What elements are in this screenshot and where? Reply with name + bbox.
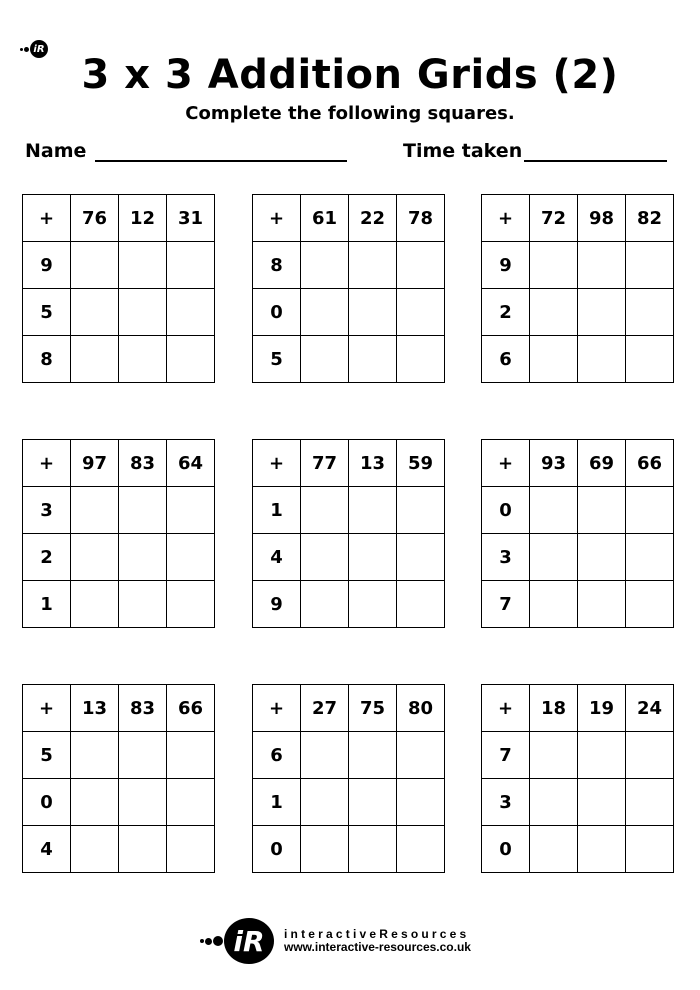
- answer-cell[interactable]: [397, 732, 445, 779]
- row-header: 0: [23, 779, 71, 826]
- column-header: 66: [626, 440, 674, 487]
- instructions: Complete the following squares.: [185, 103, 515, 124]
- answer-cell[interactable]: [626, 779, 674, 826]
- answer-cell[interactable]: [301, 779, 349, 826]
- column-header: 18: [530, 685, 578, 732]
- answer-cell[interactable]: [349, 336, 397, 383]
- column-header: 82: [626, 195, 674, 242]
- answer-cell[interactable]: [167, 534, 215, 581]
- operator-cell: +: [253, 685, 301, 732]
- answer-cell[interactable]: [530, 779, 578, 826]
- name-field[interactable]: [95, 160, 347, 162]
- column-header: 77: [301, 440, 349, 487]
- answer-cell[interactable]: [301, 534, 349, 581]
- answer-cell[interactable]: [71, 826, 119, 873]
- ir-logo-icon: iR: [30, 40, 48, 58]
- time-taken-field[interactable]: [524, 160, 667, 162]
- name-label: Name: [25, 140, 87, 162]
- column-header: 22: [349, 195, 397, 242]
- answer-cell[interactable]: [119, 487, 167, 534]
- row-header: 2: [482, 289, 530, 336]
- column-header: 78: [397, 195, 445, 242]
- row-header: 3: [482, 779, 530, 826]
- column-header: 59: [397, 440, 445, 487]
- answer-cell[interactable]: [167, 242, 215, 289]
- answer-cell[interactable]: [119, 242, 167, 289]
- answer-cell[interactable]: [530, 534, 578, 581]
- answer-cell[interactable]: [397, 487, 445, 534]
- row-header: 2: [23, 534, 71, 581]
- answer-cell[interactable]: [530, 336, 578, 383]
- operator-cell: +: [482, 685, 530, 732]
- row-header: 5: [23, 289, 71, 336]
- column-header: 24: [626, 685, 674, 732]
- answer-cell[interactable]: [578, 242, 626, 289]
- answer-cell[interactable]: [349, 826, 397, 873]
- row-header: 5: [23, 732, 71, 779]
- answer-cell[interactable]: [349, 289, 397, 336]
- addition-grid: [252, 439, 445, 628]
- column-header: 31: [167, 195, 215, 242]
- column-header: 97: [71, 440, 119, 487]
- answer-cell[interactable]: [301, 242, 349, 289]
- column-header: 13: [71, 685, 119, 732]
- row-header: 9: [23, 242, 71, 289]
- addition-grid: [481, 684, 674, 873]
- answer-cell[interactable]: [301, 581, 349, 628]
- row-header: 7: [482, 732, 530, 779]
- answer-cell[interactable]: [71, 242, 119, 289]
- operator-cell: +: [23, 685, 71, 732]
- answer-cell[interactable]: [167, 336, 215, 383]
- footer-url: www.interactive-resources.co.uk: [284, 940, 471, 954]
- answer-cell[interactable]: [626, 826, 674, 873]
- answer-cell[interactable]: [71, 779, 119, 826]
- ir-logo-icon: iR: [224, 918, 274, 964]
- answer-cell[interactable]: [119, 534, 167, 581]
- answer-cell[interactable]: [349, 779, 397, 826]
- answer-cell[interactable]: [301, 732, 349, 779]
- page-title: 3 x 3 Addition Grids (2): [81, 52, 619, 98]
- column-header: 13: [349, 440, 397, 487]
- answer-cell[interactable]: [578, 534, 626, 581]
- answer-cell[interactable]: [397, 826, 445, 873]
- operator-cell: +: [23, 440, 71, 487]
- answer-cell[interactable]: [71, 487, 119, 534]
- row-header: 7: [482, 581, 530, 628]
- addition-grid: [252, 684, 445, 873]
- row-header: 1: [253, 779, 301, 826]
- answer-cell[interactable]: [626, 732, 674, 779]
- answer-cell[interactable]: [301, 336, 349, 383]
- column-header: 64: [167, 440, 215, 487]
- addition-grid: [252, 194, 445, 383]
- addition-grid: [22, 439, 215, 628]
- operator-cell: +: [482, 195, 530, 242]
- answer-cell[interactable]: [71, 732, 119, 779]
- answer-cell[interactable]: [167, 826, 215, 873]
- answer-cell[interactable]: [626, 242, 674, 289]
- row-header: 4: [23, 826, 71, 873]
- answer-cell[interactable]: [626, 289, 674, 336]
- answer-cell[interactable]: [530, 826, 578, 873]
- column-header: 61: [301, 195, 349, 242]
- column-header: 93: [530, 440, 578, 487]
- answer-cell[interactable]: [119, 581, 167, 628]
- answer-cell[interactable]: [119, 826, 167, 873]
- column-header: 19: [578, 685, 626, 732]
- answer-cell[interactable]: [349, 242, 397, 289]
- answer-cell[interactable]: [301, 826, 349, 873]
- answer-cell[interactable]: [397, 336, 445, 383]
- column-header: 12: [119, 195, 167, 242]
- answer-cell[interactable]: [626, 336, 674, 383]
- answer-cell[interactable]: [397, 581, 445, 628]
- column-header: 72: [530, 195, 578, 242]
- row-header: 6: [253, 732, 301, 779]
- addition-grid: [481, 439, 674, 628]
- answer-cell[interactable]: [167, 779, 215, 826]
- answer-cell[interactable]: [167, 732, 215, 779]
- column-header: 76: [71, 195, 119, 242]
- answer-cell[interactable]: [397, 242, 445, 289]
- answer-cell[interactable]: [119, 336, 167, 383]
- row-header: 3: [482, 534, 530, 581]
- answer-cell[interactable]: [301, 289, 349, 336]
- column-header: 80: [397, 685, 445, 732]
- answer-cell[interactable]: [119, 289, 167, 336]
- addition-grid: [481, 194, 674, 383]
- answer-cell[interactable]: [626, 487, 674, 534]
- row-header: 8: [253, 242, 301, 289]
- answer-cell[interactable]: [578, 826, 626, 873]
- answer-cell[interactable]: [349, 581, 397, 628]
- operator-cell: +: [253, 195, 301, 242]
- operator-cell: +: [253, 440, 301, 487]
- answer-cell[interactable]: [71, 289, 119, 336]
- answer-cell[interactable]: [397, 289, 445, 336]
- answer-cell[interactable]: [71, 581, 119, 628]
- row-header: 8: [23, 336, 71, 383]
- answer-cell[interactable]: [578, 779, 626, 826]
- column-header: 83: [119, 685, 167, 732]
- column-header: 98: [578, 195, 626, 242]
- answer-cell[interactable]: [578, 336, 626, 383]
- answer-cell[interactable]: [167, 487, 215, 534]
- answer-cell[interactable]: [578, 289, 626, 336]
- column-header: 75: [349, 685, 397, 732]
- row-header: 1: [23, 581, 71, 628]
- operator-cell: +: [482, 440, 530, 487]
- row-header: 4: [253, 534, 301, 581]
- answer-cell[interactable]: [349, 487, 397, 534]
- answer-cell[interactable]: [167, 581, 215, 628]
- answer-cell[interactable]: [397, 779, 445, 826]
- answer-cell[interactable]: [626, 534, 674, 581]
- column-header: 69: [578, 440, 626, 487]
- row-header: 0: [482, 487, 530, 534]
- answer-cell[interactable]: [578, 487, 626, 534]
- answer-cell[interactable]: [301, 487, 349, 534]
- answer-cell[interactable]: [119, 732, 167, 779]
- answer-cell[interactable]: [71, 534, 119, 581]
- answer-cell[interactable]: [578, 581, 626, 628]
- row-header: 1: [253, 487, 301, 534]
- row-header: 0: [253, 289, 301, 336]
- answer-cell[interactable]: [626, 581, 674, 628]
- column-header: 66: [167, 685, 215, 732]
- footer-logo: [200, 918, 471, 964]
- answer-cell[interactable]: [530, 581, 578, 628]
- answer-cell[interactable]: [530, 732, 578, 779]
- answer-cell[interactable]: [167, 289, 215, 336]
- answer-cell[interactable]: [71, 336, 119, 383]
- answer-cell[interactable]: [119, 779, 167, 826]
- row-header: 3: [23, 487, 71, 534]
- addition-grid: [22, 194, 215, 383]
- row-header: 9: [253, 581, 301, 628]
- answer-cell[interactable]: [530, 487, 578, 534]
- answer-cell[interactable]: [530, 289, 578, 336]
- time-taken-label: Time taken: [403, 140, 523, 162]
- row-header: 5: [253, 336, 301, 383]
- column-header: 83: [119, 440, 167, 487]
- row-header: 6: [482, 336, 530, 383]
- row-header: 0: [253, 826, 301, 873]
- answer-cell[interactable]: [349, 732, 397, 779]
- column-header: 27: [301, 685, 349, 732]
- answer-cell[interactable]: [578, 732, 626, 779]
- addition-grid: [22, 684, 215, 873]
- row-header: 0: [482, 826, 530, 873]
- answer-cell[interactable]: [530, 242, 578, 289]
- answer-cell[interactable]: [349, 534, 397, 581]
- row-header: 9: [482, 242, 530, 289]
- operator-cell: +: [23, 195, 71, 242]
- answer-cell[interactable]: [397, 534, 445, 581]
- footer-brand: interactiveResources: [284, 927, 470, 941]
